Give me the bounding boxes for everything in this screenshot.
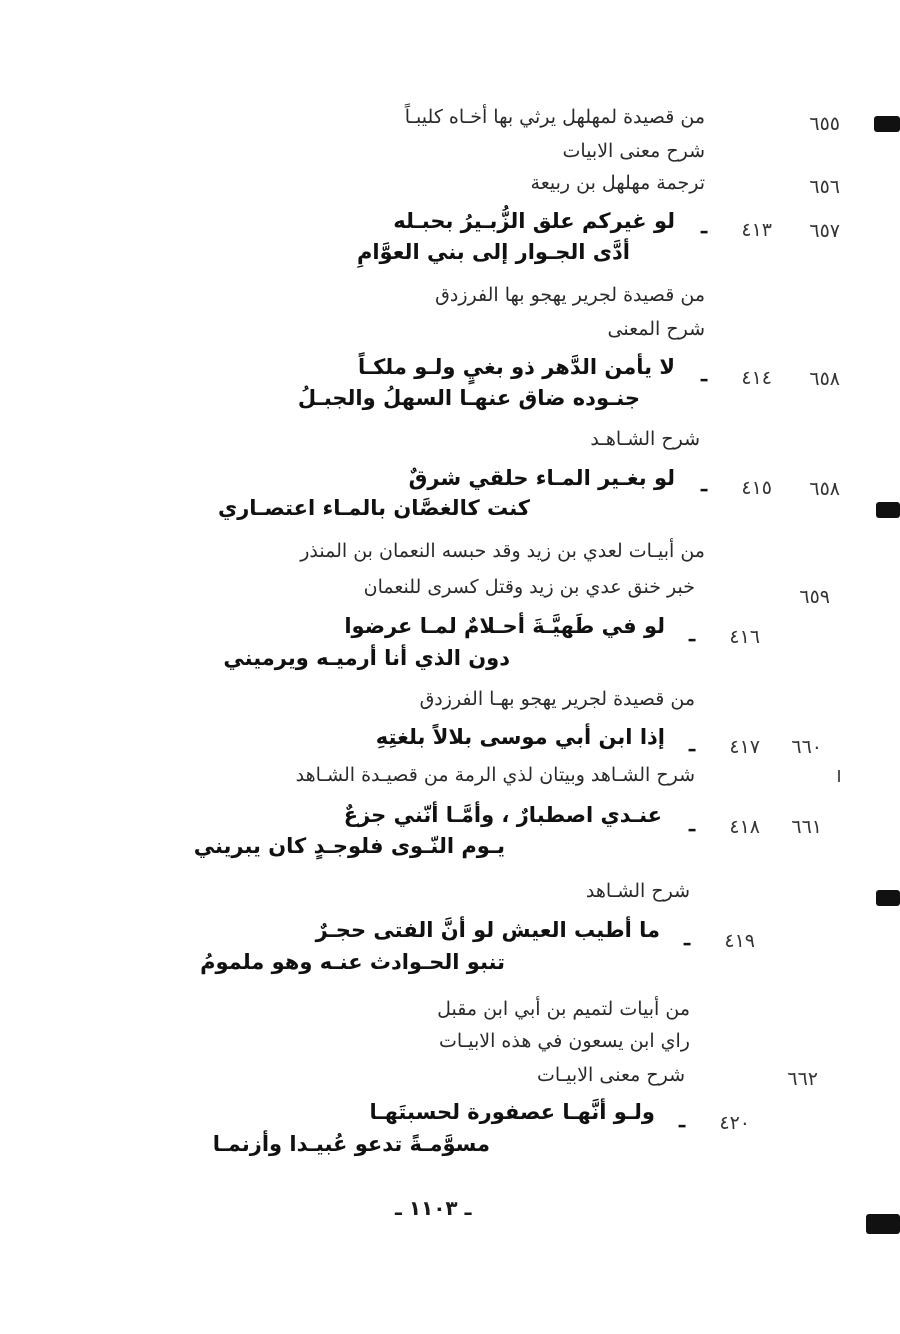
entry-number: ٦٥٧ xyxy=(809,220,840,242)
entry-text: شرح الشـاهد وبيتان لذي الرمة من قصيـدة الشـاهد xyxy=(295,764,695,786)
margin-mark-2 xyxy=(876,502,900,518)
verse-line: مسوَّمـةً تدعو عُبيـدا وأزنمـا xyxy=(212,1132,490,1156)
entry-text: من قصيدة لمهلهل يرثي بها أخـاه كليبـاً xyxy=(404,106,705,128)
verse-number: ٤١٨ xyxy=(729,816,760,838)
entry-number: ٦٦٢ xyxy=(787,1068,818,1090)
entry-number: ٦٥٩ xyxy=(799,586,830,608)
entry-number: ٦٦١ xyxy=(791,816,822,838)
entry-text: شرح الشـاهد xyxy=(585,880,690,902)
verse-dash: ـ xyxy=(684,926,690,950)
entry-text: شرح معنى الابيات xyxy=(562,140,705,162)
verse-dash: ـ xyxy=(689,732,695,756)
verse-line: كنت كالغصَّان بالمـاء اعتصـاري xyxy=(217,496,530,520)
entry-number: ٦٥٥ xyxy=(809,113,840,135)
entry-text: شرح الشـاهـد xyxy=(590,428,700,450)
verse-line: أدَّى الجـوار إلى بني العوَّامِ xyxy=(356,240,630,264)
verse-dash: ـ xyxy=(679,1108,685,1132)
verse-line: لو غيركم علق الزُّبـيرُ بحبـله xyxy=(393,209,675,233)
entry-text: ترجمة مهلهل بن ربيعة xyxy=(530,172,705,194)
verse-number: ٤١٦ xyxy=(729,626,760,648)
verse-line: عنـدي اصطبارٌ ، وأمَّـا أنّني جزعٌ xyxy=(343,803,662,827)
verse-line: لا يأمن الدَّهر ذو بغيٍ ولـو ملكـاً xyxy=(358,355,675,379)
entry-text: راي ابن يسعون في هذه الابيـات xyxy=(439,1030,690,1052)
margin-mark-3 xyxy=(876,890,900,906)
entry-text: من قصيدة لجرير يهجو بها الفرزدق xyxy=(435,284,705,306)
verse-line: جنـوده ضاق عنهـا السهلُ والجبـلُ xyxy=(297,386,640,410)
verse-line: تنبو الحـوادث عنـه وهو ملمومُ xyxy=(200,950,505,974)
verse-dash: ـ xyxy=(701,214,707,238)
entry-number: ٦٥٦ xyxy=(809,176,840,198)
entry-text: من قصيدة لجرير يهجو بهـا الفرزدق xyxy=(419,688,695,710)
verse-line: ولـو أنَّهـا عصفورة لحسبتَهـا xyxy=(369,1100,655,1124)
verse-number: ٤٢٠ xyxy=(719,1112,750,1134)
entry-number: ٦٦٠ xyxy=(791,736,822,758)
verse-line: يـوم النّـوى فلوجـدٍ كان يبريني xyxy=(193,834,505,858)
verse-line: إذا ابن أبي موسى بلالاً بلغتِهِ xyxy=(375,725,665,749)
verse-line: لو في طَهيَّـةَ أحـلامٌ لمـا عرضوا xyxy=(344,614,665,638)
entry-text: من أبيـات لعدي بن زيد وقد حبسه النعمان بن المنذر xyxy=(300,540,705,562)
verse-dash: ـ xyxy=(701,362,707,386)
verse-dash: ـ xyxy=(701,472,707,496)
margin-mark-4 xyxy=(866,1214,900,1234)
verse-line: دون الذي أنا أرميـه ويرميني xyxy=(223,646,510,670)
verse-number: ٤١٣ xyxy=(741,219,772,241)
entry-text: شرح المعنى xyxy=(607,318,705,340)
margin-mark-1 xyxy=(874,116,900,132)
verse-number: ٤١٧ xyxy=(729,736,760,758)
page-number: ـ ١١٠٣ ـ xyxy=(395,1196,472,1220)
verse-number: ٤١٥ xyxy=(741,477,772,499)
verse-dash: ـ xyxy=(689,622,695,646)
verse-dash: ـ xyxy=(689,812,695,836)
verse-line: لو بغـير المـاء حلقي شرقٌ xyxy=(408,466,675,490)
verse-number: ٤١٩ xyxy=(724,930,755,952)
entry-text: شرح معنى الابيـات xyxy=(536,1064,685,1086)
entry-text: خبر خنق عدي بن زيد وقتل كسرى للنعمان xyxy=(363,576,695,598)
verse-line: ما أطيب العيش لو أنَّ الفتى حجـرٌ xyxy=(315,918,660,942)
entry-text: من أبيات لتميم بن أبي ابن مقبل xyxy=(437,998,690,1020)
verse-number: ٤١٤ xyxy=(741,367,772,389)
margin-tick xyxy=(838,770,840,782)
entry-number: ٦٥٨ xyxy=(809,368,840,390)
entry-number: ٦٥٨ xyxy=(809,478,840,500)
